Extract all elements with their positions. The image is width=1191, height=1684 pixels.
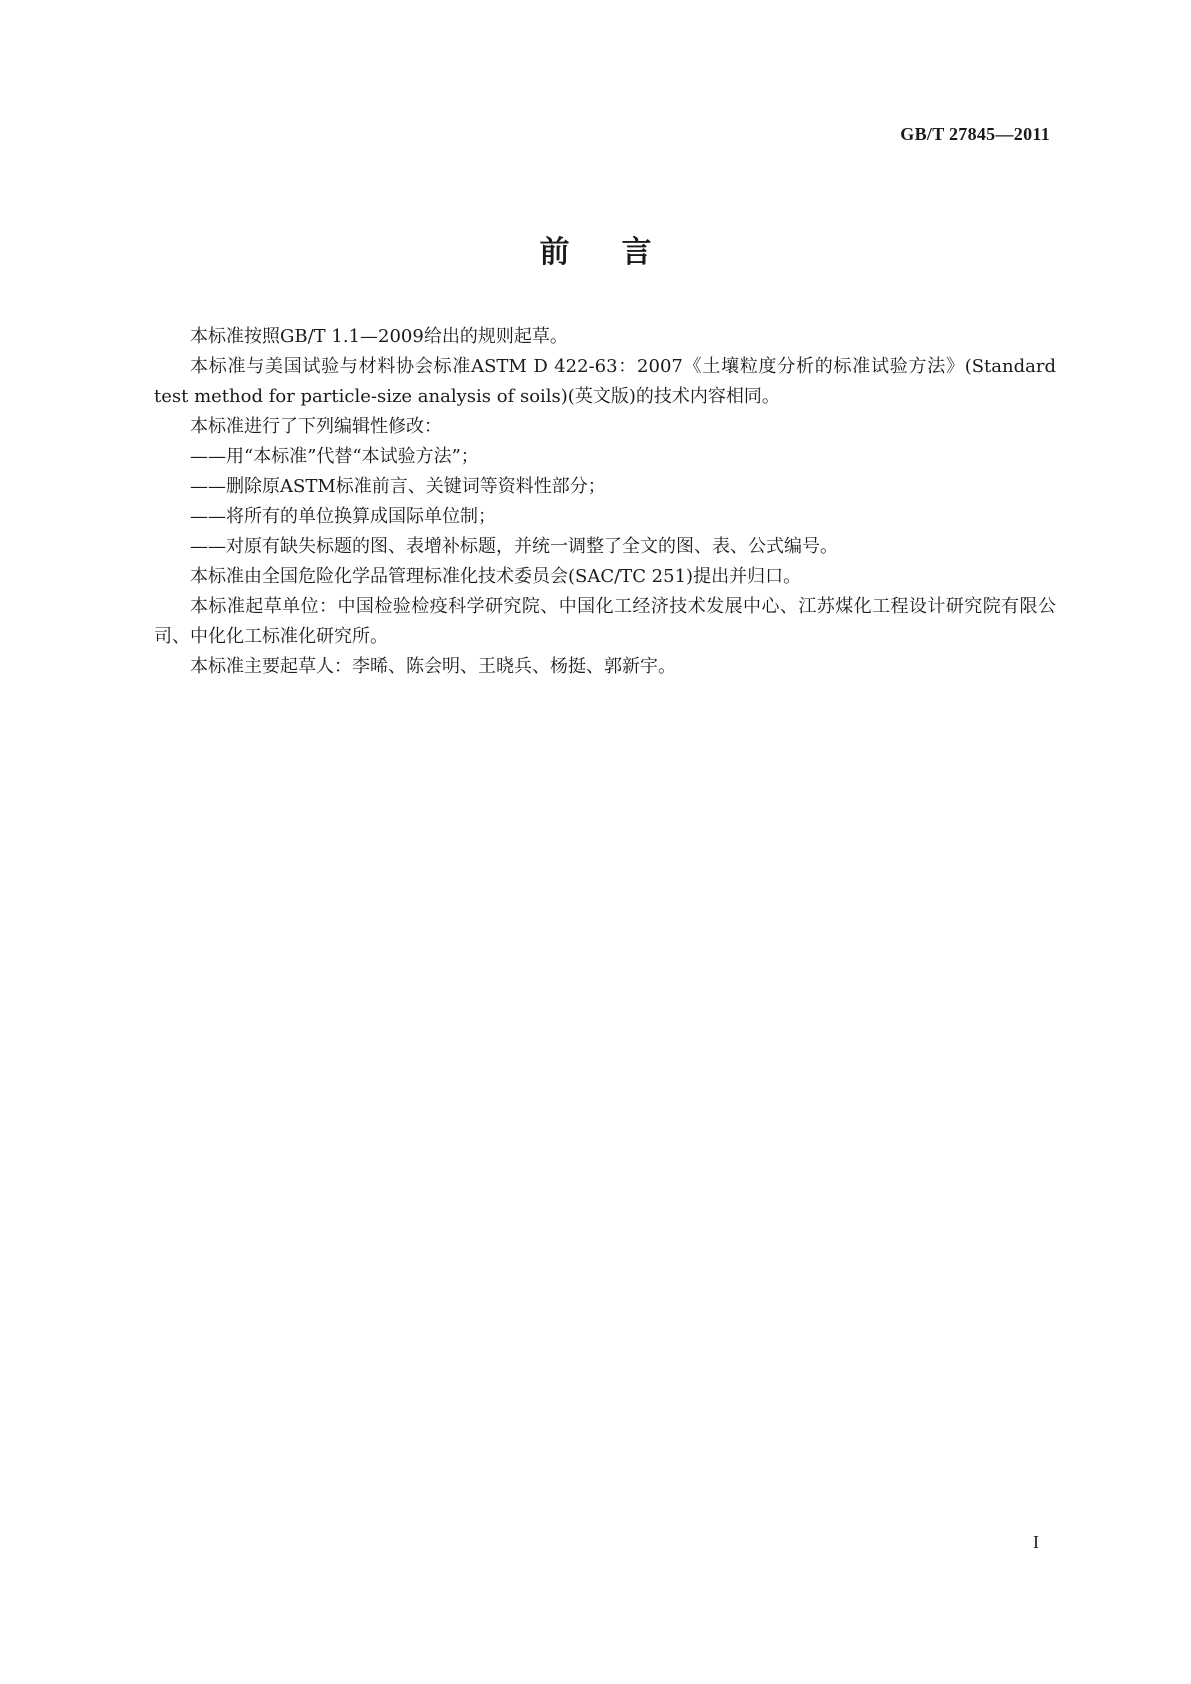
page-title: 前言	[539, 235, 704, 270]
list-item: ——将所有的单位换算成国际单位制；	[190, 506, 496, 527]
paragraph-proposer: 本标准由全国危险化学品管理标准化技术委员会(SAC/TC 251)提出并归口。	[190, 566, 802, 587]
foreword-body	[154, 322, 1056, 682]
list-item: ——对原有缺失标题的图、表增补标题，并统一调整了全文的图、表、公式编号。	[190, 536, 838, 557]
paragraph-equivalence: 本标准与美国试验与材料协会标准ASTM D 422-63：2007《土壤粒度分析的标准试验方法》(Standard test method for particle-size analysis of soils)(英文版)的技术内容相同。	[154, 356, 1056, 407]
standard-code: GB/T 27845—2011	[900, 124, 1050, 144]
paragraph-drafting-units: 本标准起草单位：中国检验检疫科学研究院、中国化工经济技术发展中心、江苏煤化工程设计研究院有限公司、中化化工标准化研究所。	[154, 596, 1056, 647]
paragraph-editorial-intro: 本标准进行了下列编辑性修改：	[190, 416, 442, 437]
list-item: ——用“本标准”代替“本试验方法”；	[190, 446, 479, 467]
page-number: I	[1033, 1532, 1039, 1552]
paragraph-drafters: 本标准主要起草人：李晞、陈会明、王晓兵、杨挺、郭新宇。	[190, 656, 676, 677]
paragraph-drafting-rules: 本标准按照GB/T 1.1—2009给出的规则起草。	[190, 326, 568, 347]
list-item: ——删除原ASTM标准前言、关键词等资料性部分；	[190, 476, 606, 497]
